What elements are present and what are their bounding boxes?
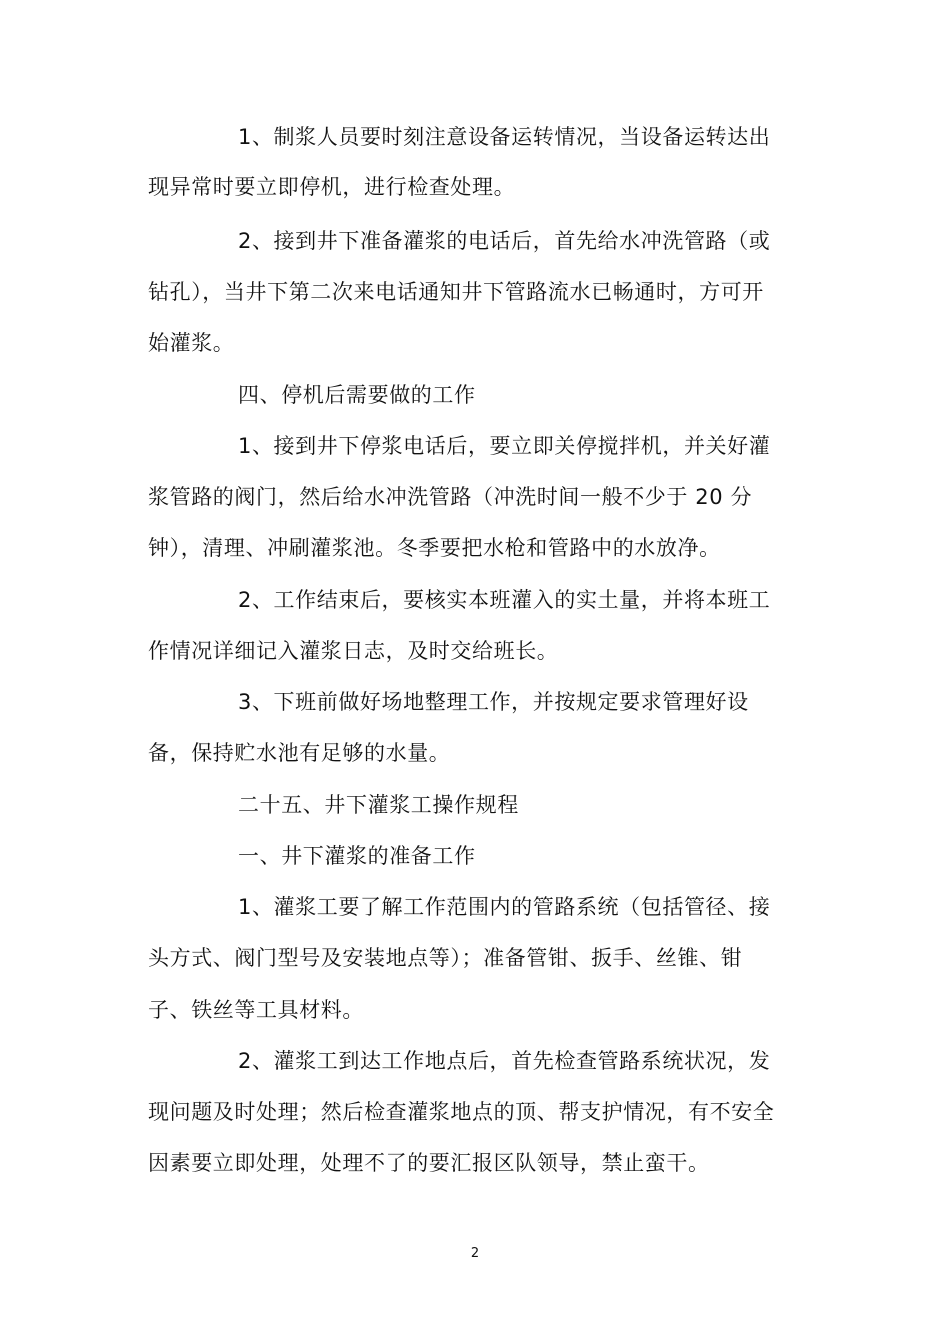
- paragraph-line: 因素要立即处理，处理不了的要汇报区队领导，禁止蛮干。: [148, 1151, 710, 1175]
- paragraph-line: 现异常时要立即停机，进行检查处理。: [148, 175, 516, 199]
- paragraph-line: 2、接到井下准备灌浆的电话后，首先给水冲洗管路（或: [238, 229, 771, 253]
- paragraph-line: 头方式、阀门型号及安装地点等）；准备管钳、扳手、丝锥、钳: [148, 946, 743, 970]
- paragraph-line: 1、接到井下停浆电话后，要立即关停搅拌机，并关好灌: [238, 434, 771, 458]
- paragraph-line: 浆管路的阀门，然后给水冲洗管路（冲洗时间一般不少于 20 分: [148, 485, 753, 509]
- paragraph-line: 2、工作结束后，要核实本班灌入的实土量，并将本班工: [238, 588, 771, 612]
- paragraph-line: 作情况详细记入灌浆日志，及时交给班长。: [148, 639, 559, 663]
- paragraph-line: 1、制浆人员要时刻注意设备运转情况，当设备运转达出: [238, 125, 771, 149]
- paragraph-line: 钻孔），当井下第二次来电话通知井下管路流水已畅通时，方可开: [148, 280, 764, 304]
- paragraph-line: 2、灌浆工到达工作地点后，首先检查管路系统状况，发: [238, 1049, 771, 1073]
- paragraph-line: 备，保持贮水池有足够的水量。: [148, 741, 451, 765]
- paragraph-line: 3、下班前做好场地整理工作，并按规定要求管理好设: [238, 690, 749, 714]
- paragraph-line: 现问题及时处理；然后检查灌浆地点的顶、帮支护情况，有不安全: [148, 1100, 775, 1124]
- paragraph-line: 子、铁丝等工具材料。: [148, 998, 364, 1022]
- section-heading: 一、井下灌浆的准备工作: [238, 844, 476, 868]
- paragraph-line: 始灌浆。: [148, 331, 235, 355]
- section-heading: 四、停机后需要做的工作: [238, 383, 476, 407]
- paragraph-line: 钟），清理、冲刷灌浆池。冬季要把水枪和管路中的水放净。: [148, 536, 721, 560]
- chapter-heading: 二十五、井下灌浆工操作规程: [238, 793, 519, 817]
- paragraph-line: 1、灌浆工要了解工作范围内的管路系统（包括管径、接: [238, 895, 771, 919]
- page-number: 2: [470, 1246, 480, 1261]
